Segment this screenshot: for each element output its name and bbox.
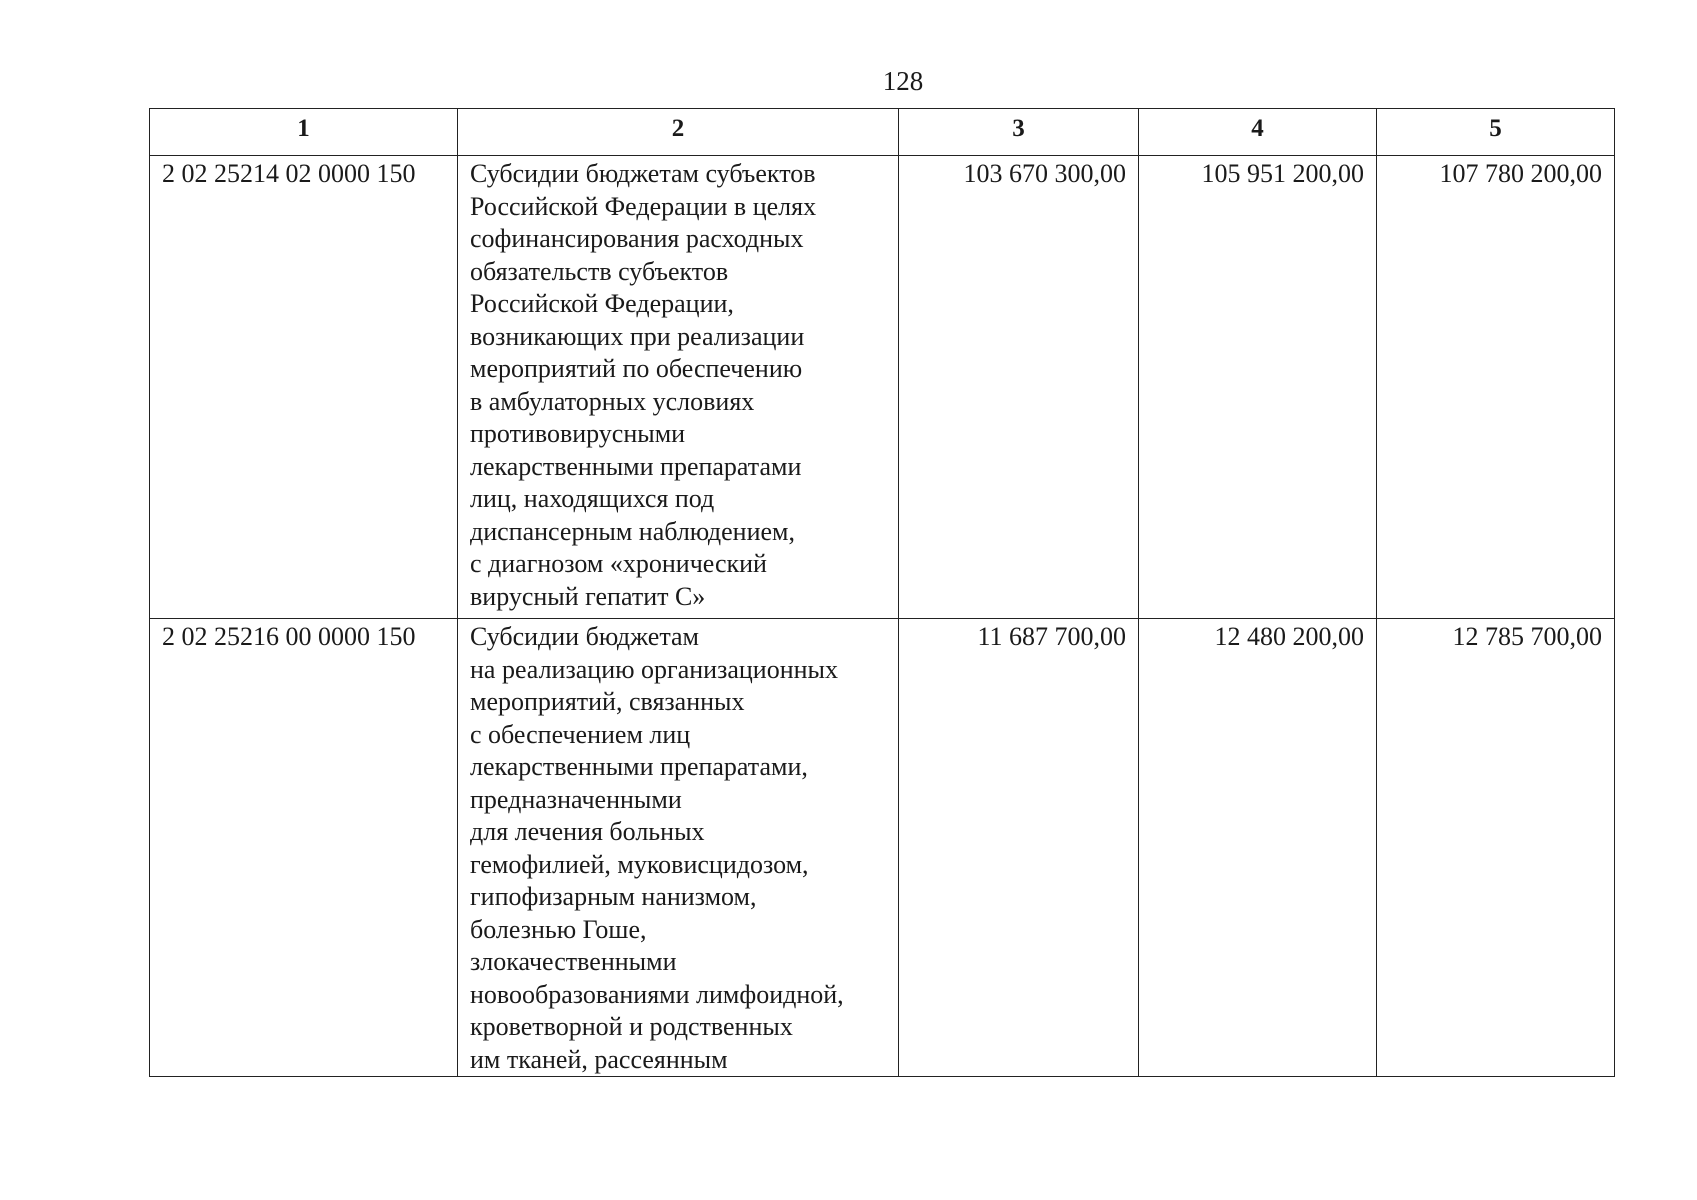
description-line: мероприятий по обеспечению xyxy=(470,354,803,383)
table-row xyxy=(150,156,1615,619)
amount-col3-cell: 11 687 700,00 xyxy=(899,619,1139,1077)
description-line: злокачественными xyxy=(470,947,677,976)
description-line: болезнью Гоше, xyxy=(470,914,647,944)
description-line: Субсидии бюджетам xyxy=(470,622,699,651)
amount-col5-cell: 107 780 200,00 xyxy=(1377,156,1615,619)
page-number: 128 xyxy=(882,66,924,96)
description-line: гипофизарным нанизмом, xyxy=(470,882,757,911)
description-cell xyxy=(458,619,899,1077)
table-header-row xyxy=(150,109,1615,156)
description-line: гемофилией, муковисцидозом, xyxy=(470,849,809,879)
amount-col4-cell: 12 480 200,00 xyxy=(1139,619,1377,1077)
description-line: Субсидии бюджетам субъектов xyxy=(470,159,816,188)
amount-col5-cell: 12 785 700,00 xyxy=(1377,619,1615,1077)
column-header-1: 1 xyxy=(150,109,458,156)
description-line: новообразованиями лимфоидной, xyxy=(470,979,844,1009)
description-cell xyxy=(458,156,899,619)
budget-table xyxy=(149,108,1615,1077)
table-row xyxy=(150,619,1615,1077)
column-header-5: 5 xyxy=(1377,109,1615,156)
description-line: предназначенными xyxy=(470,784,682,814)
description-line: мероприятий, связанных xyxy=(470,687,745,716)
description-line: вирусный гепатит С» xyxy=(470,581,706,611)
description-line: кроветворной и родственных xyxy=(470,1012,793,1041)
description-line: лекарственными препаратами xyxy=(470,451,802,481)
description-line: диспансерным наблюдением, xyxy=(470,516,795,546)
column-header-2: 2 xyxy=(458,109,899,156)
description-line: лиц, находящихся под xyxy=(470,484,715,513)
description-line: возникающих при реализации xyxy=(470,321,805,351)
description-line: Российской Федерации, xyxy=(470,289,734,318)
description-line: с диагнозом «хронический xyxy=(470,549,767,578)
description-line: с обеспечением лиц xyxy=(470,719,691,749)
description-line: софинансирования расходных xyxy=(470,224,804,253)
amount-col3-cell: 103 670 300,00 xyxy=(899,156,1139,619)
amount-col4-cell: 105 951 200,00 xyxy=(1139,156,1377,619)
description-line: на реализацию организационных xyxy=(470,654,838,684)
column-header-3: 3 xyxy=(899,109,1139,156)
budget-code-cell: 2 02 25214 02 0000 150 xyxy=(150,156,458,619)
budget-code-cell: 2 02 25216 00 0000 150 xyxy=(150,619,458,1077)
description-line: Российской Федерации в целях xyxy=(470,191,817,221)
description-line: противовирусными xyxy=(470,419,686,448)
description-line: в амбулаторных условиях xyxy=(470,386,755,416)
description-line: им тканей, рассеянным xyxy=(470,1044,728,1074)
description-line: для лечения больных xyxy=(470,817,705,846)
column-header-4: 4 xyxy=(1139,109,1377,156)
description-line: лекарственными препаратами, xyxy=(470,752,808,781)
description-line: обязательств субъектов xyxy=(470,256,729,286)
